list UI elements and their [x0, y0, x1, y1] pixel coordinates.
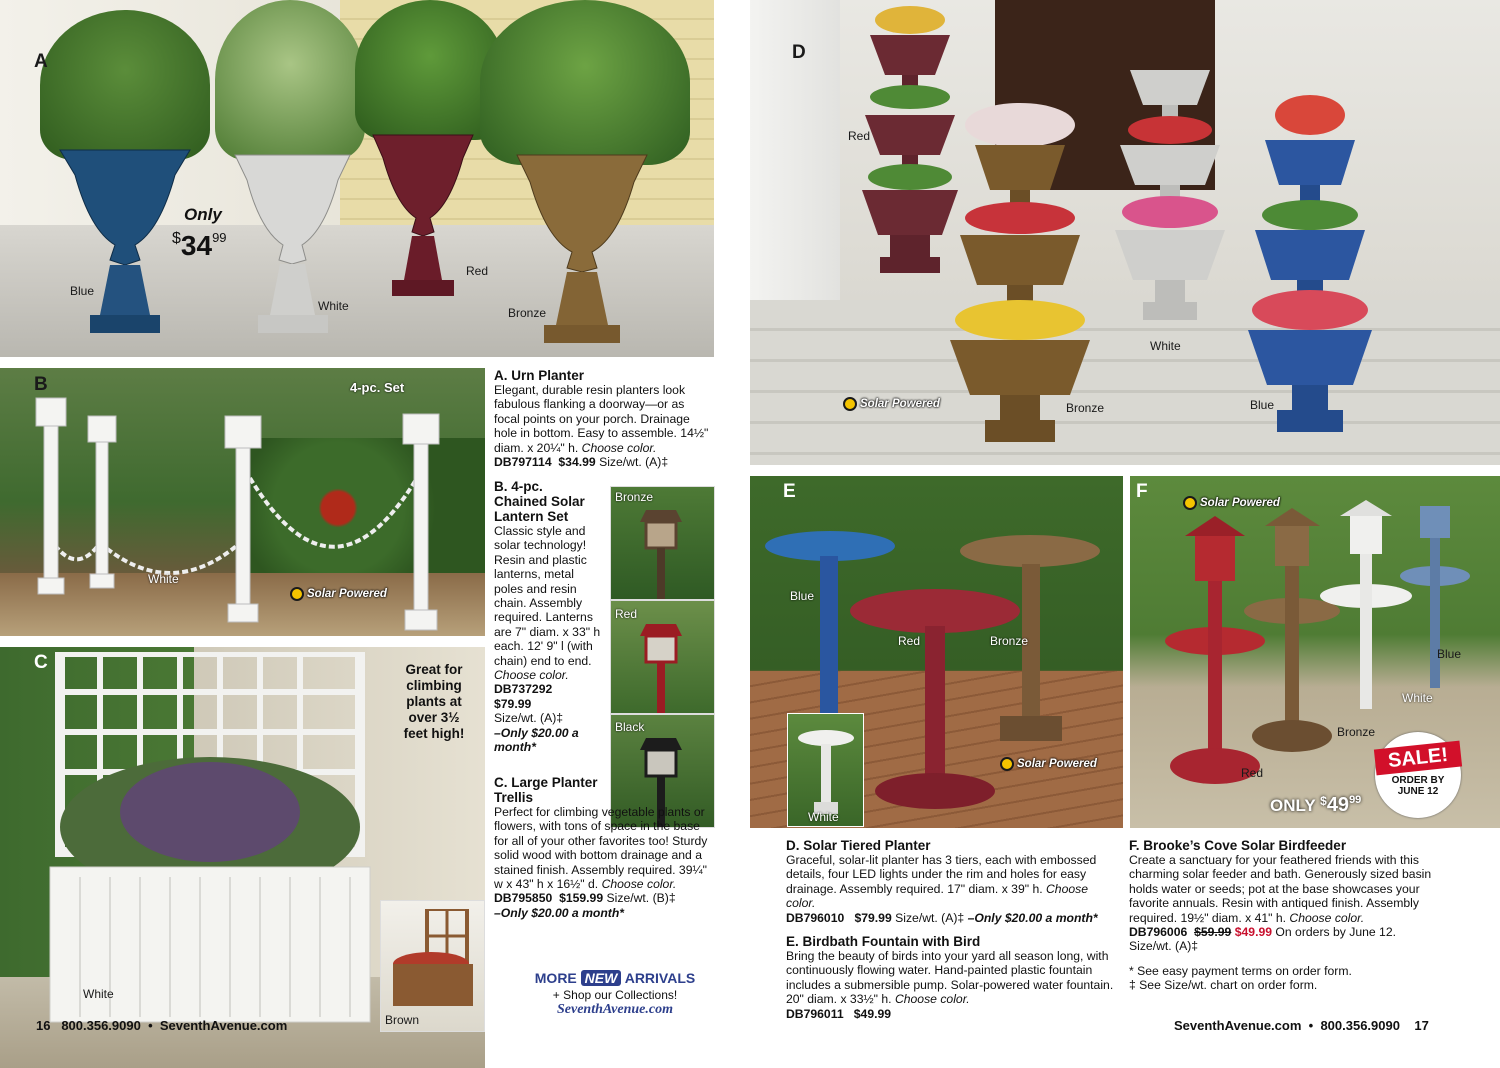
callout-line: over 3½ [408, 710, 460, 725]
product-a-title: A. Urn Planter [494, 368, 585, 383]
section-letter-f: F [1136, 481, 1148, 502]
product-c-price: $159.99 [559, 891, 604, 906]
footer-site-left[interactable]: SeventhAvenue.com [159, 1018, 288, 1033]
photo-lantern-set [0, 368, 485, 636]
sale-badge-inner [1375, 745, 1461, 797]
product-f-old-price: $59.99 [1194, 925, 1232, 940]
sun-icon [843, 397, 857, 411]
price-main: 34 [180, 230, 213, 261]
product-d-sku: DB796010 [786, 910, 845, 925]
callout-line: feet high! [403, 726, 465, 741]
color-label-blue-tier: Blue [1250, 398, 1275, 412]
thumb-brown-trellis [380, 900, 485, 1032]
color-label-white-tier: White [1150, 339, 1181, 353]
product-c-choose: Choose color. [601, 877, 677, 892]
lantern-icon [636, 502, 686, 599]
product-d-price: $79.99 [854, 910, 892, 925]
color-label-bronze-feeder: Bronze [1337, 725, 1376, 739]
product-c-size: Size/wt. (B)‡ [606, 891, 676, 906]
product-f-title: F. Brooke’s Cove Solar Birdfeeder [1129, 838, 1347, 853]
color-label-white: White [318, 299, 349, 313]
solar-powered-text-d: Solar Powered [860, 398, 940, 410]
sun-icon [1000, 757, 1014, 771]
white-feeder [1320, 500, 1412, 709]
color-label-white-feeder: White [1402, 691, 1433, 705]
page-number-right: 17 [1414, 1018, 1429, 1033]
thumb-label-brown: Brown [385, 1013, 420, 1027]
footnote-payment: * See easy payment terms on order form. [1129, 964, 1352, 978]
product-d-title: D. Solar Tiered Planter [786, 838, 931, 853]
section-letter-c: C [34, 652, 48, 673]
promo-new-badge: NEW [581, 970, 622, 986]
product-f-size: Size/wt. (A)‡ [1129, 939, 1199, 954]
solar-powered-badge-f [1183, 496, 1280, 510]
color-label-blue-feeder: Blue [1437, 647, 1462, 661]
product-a-description [494, 368, 710, 469]
price-dollar-f: $ [1320, 794, 1327, 808]
thumb-label-bronze: Bronze [615, 490, 654, 504]
product-a-body: Elegant, durable resin planters look fabulous flanking a doorway—or as focal points on your porch. Drainage hole in bottom. Easy to assemble. 14½" diam. x 20¼" h. [494, 383, 709, 455]
product-c-title-2: Trellis [494, 790, 534, 805]
color-label-red-feeder: Red [1241, 766, 1264, 780]
price-main-f: 49 [1326, 794, 1350, 816]
trellis-icon [389, 909, 477, 1009]
footer-bullet-right: • [1308, 1018, 1314, 1033]
product-b-title-3: Lantern Set [494, 509, 569, 524]
plant-foliage [215, 0, 365, 160]
footer-right [1174, 1018, 1429, 1033]
color-label-blue-birdbath: Blue [790, 589, 815, 603]
set-label: 4-pc. Set [350, 380, 405, 395]
sale-badge [1375, 732, 1461, 818]
product-e-body: Bring the beauty of birds into your yard all season long, with continuously flowing water. Hand-painted plastic fountain includes a submersible pump. Solar-powered water fountain. 20" diam. x 33½" h. [786, 949, 1114, 1007]
product-d-choose: Choose color. [786, 881, 1089, 911]
callout-line: plants at [406, 694, 462, 709]
product-d-description [786, 838, 1120, 925]
product-e-sku: DB796011 [786, 1006, 844, 1021]
color-label-red-tier: Red [848, 129, 871, 143]
product-b-body: Classic style and solar technology! Resin and plastic lanterns, metal poles and resin chain. Assembly required. Lanterns are 7" diam. x 33" h each. 12' 9" l (with chain) end to end. [494, 524, 601, 668]
order-by-date: JUNE 12 [1397, 786, 1439, 797]
red-feeder [1165, 516, 1265, 784]
solar-powered-badge-d [843, 397, 940, 411]
product-f-sale-price: $49.99 [1234, 925, 1273, 940]
product-b-description [494, 479, 606, 755]
promo-arrivals: ARRIVALS [624, 970, 696, 986]
sale-text: SALE! [1374, 741, 1462, 776]
callout-line: climbing [406, 678, 462, 693]
bronze-urn [512, 150, 652, 350]
price-amount [172, 230, 227, 262]
price-only-text: Only [184, 205, 222, 224]
footer-phone-left[interactable]: 800.356.9090 [61, 1018, 141, 1033]
product-b-price: $79.99 [494, 696, 532, 711]
product-a-choose: Choose color. [581, 440, 657, 455]
product-c-title-1: C. Large Planter [494, 775, 598, 790]
thumb-label-white-birdbath: White [808, 810, 839, 824]
section-letter-a: A [34, 51, 48, 72]
product-b-sku: DB737292 [494, 682, 553, 697]
product-b-size: Size/wt. (A)‡ [494, 711, 564, 726]
bronze-feeder [1244, 508, 1340, 752]
footer-left [36, 1018, 287, 1033]
promo-shop: + Shop our Collections! [552, 988, 678, 1002]
red-urn [368, 130, 478, 310]
footer-bullet-left: • [148, 1018, 153, 1033]
product-b-monthly: –Only $20.00 a month* [494, 725, 579, 755]
photo-urn-planters [0, 0, 714, 357]
solar-powered-text-e: Solar Powered [1017, 758, 1097, 770]
section-letter-e: E [783, 481, 796, 502]
plant-foliage [480, 0, 690, 165]
promo-more: MORE [534, 970, 577, 986]
thumb-white-birdbath [787, 713, 864, 827]
color-label-red: Red [466, 264, 489, 278]
product-e-title: E. Birdbath Fountain with Bird [786, 934, 981, 949]
product-a-sku: DB797114 [494, 455, 552, 470]
product-a-price: $34.99 [558, 455, 596, 470]
section-letter-d: D [792, 42, 806, 63]
section-letter-b: B [34, 374, 48, 395]
solar-powered-text: Solar Powered [307, 588, 387, 600]
color-label-white-lantern: White [148, 572, 179, 586]
sun-icon [1183, 496, 1197, 510]
product-f-description [1129, 838, 1444, 954]
product-e-price: $49.99 [853, 1006, 892, 1021]
price-only-f: ONLY [1270, 796, 1316, 815]
birdbath-icon [796, 726, 856, 816]
color-label-bronze: Bronze [508, 306, 547, 320]
price-dollar: $ [172, 230, 181, 247]
product-f-choose: Choose color. [1289, 910, 1365, 925]
product-f-order-note: On orders by June 12. [1275, 925, 1396, 940]
price-callout-f [1270, 794, 1361, 817]
white-tiered-planter [1115, 60, 1225, 340]
product-b-title-2: Chained Solar [494, 494, 585, 509]
product-d-body: Graceful, solar-lit planter has 3 tiers, each with embossed details, four LED lights under the rim and holes for easy drainage. Assembly required. 17" diam. x 39" h. [786, 853, 1097, 896]
product-b-title-1: B. 4-pc. [494, 479, 543, 494]
thumb-label-red: Red [615, 607, 638, 621]
product-b-choose: Choose color. [494, 668, 569, 683]
product-a-size: Size/wt. (A)‡ [599, 455, 669, 470]
color-label-red-birdbath: Red [898, 634, 921, 648]
product-e-description [786, 934, 1120, 1021]
product-f-sku: DB796006 [1129, 925, 1188, 940]
price-cents: 99 [212, 230, 227, 245]
color-label-blue: Blue [70, 284, 95, 298]
promo-headline [520, 970, 710, 986]
product-c-body: Perfect for climbing vegetable plants or flowers, with tons of space in the base for all of your other favorites too! Sturdy solid wood with bottom drainage and a stained finish. Assembly required. 39¼" w x 43" h x 16½" d. [494, 805, 708, 892]
product-d-monthly: –Only $20.00 a month* [967, 910, 1098, 925]
more-new-arrivals-promo[interactable] [520, 970, 710, 1018]
product-c-sku: DB795850 [494, 891, 553, 906]
product-c-monthly: –Only $20.00 a month* [494, 905, 625, 920]
footer-phone-right[interactable]: 800.356.9090 [1320, 1018, 1400, 1033]
footer-site-right[interactable]: SeventhAvenue.com [1174, 1018, 1302, 1033]
footnotes [1129, 964, 1459, 993]
callout-line: Great for [405, 662, 463, 677]
lantern-posts [0, 368, 485, 636]
color-label-bronze-birdbath: Bronze [990, 634, 1029, 648]
footnote-size: ‡ See Size/wt. chart on order form. [1129, 978, 1318, 993]
product-d-size: Size/wt. (A)‡ [895, 910, 965, 925]
thumb-red-lantern [610, 600, 715, 714]
promo-site-link[interactable]: SeventhAvenue.com [556, 1002, 673, 1017]
color-label-bronze-tier: Bronze [1066, 401, 1105, 415]
photo-tiered-planters [750, 0, 1500, 465]
price-cents-f: 99 [1349, 794, 1362, 806]
color-label-white-trellis: White [83, 987, 114, 1001]
solar-powered-badge [290, 587, 387, 601]
solar-powered-text-f: Solar Powered [1200, 497, 1280, 509]
lantern-icon [636, 616, 686, 713]
plant-foliage [40, 10, 210, 160]
trellis-callout [396, 662, 472, 742]
thumb-bronze-lantern [610, 486, 715, 600]
page-number-left: 16 [36, 1018, 51, 1033]
product-e-choose: Choose color. [894, 992, 970, 1007]
sun-icon [290, 587, 304, 601]
product-c-description [494, 775, 712, 920]
product-f-body: Create a sanctuary for your feathered friends with this charming solar feeder and bath. Generously sized basin holds water or seeds; pot at the base showcases your favorite annuals. Resin with antiqued finish. Assembly required. 19½" diam. x 41" h. [1129, 853, 1432, 925]
thumb-label-black: Black [615, 720, 645, 734]
solar-powered-badge-e [1000, 757, 1097, 771]
order-by-text: ORDER BY [1391, 775, 1445, 786]
